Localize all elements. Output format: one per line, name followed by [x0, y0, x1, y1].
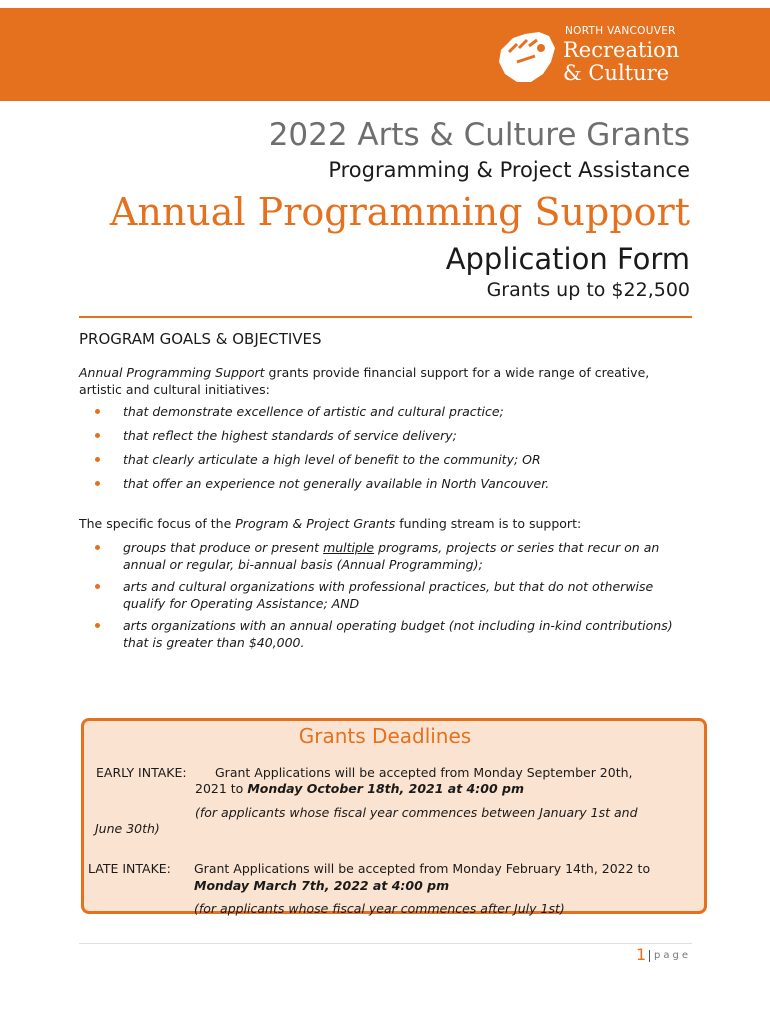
title-divider [79, 316, 692, 318]
bullet-icon [95, 409, 100, 414]
page-label: page [654, 950, 691, 961]
early-deadline: Monday October 18th, 2021 at 4:00 pm [247, 781, 524, 796]
intro-paragraph [79, 364, 691, 398]
logo [495, 24, 705, 94]
top-margin [0, 0, 770, 8]
early-intake-label: EARLY INTAKE: [96, 765, 187, 780]
list-item: arts organizations with an annual operating budget (not including in-kind contributions) that is greater than $40,000. [95, 617, 695, 651]
late-intake-text: Grant Applications will be accepted from Monday February 14th, 2022 to [194, 861, 651, 876]
header-banner [0, 8, 770, 101]
early-intake-dates: 2021 to Monday October 18th, 2021 at 4:00 pm [195, 781, 524, 796]
intro-italic: Annual Programming Support [79, 365, 265, 380]
deadlines-title: Grants Deadlines [298, 724, 472, 748]
grant-amount: Grants up to $22,500 [486, 279, 690, 301]
list-item: arts and cultural organizations with professional practices, but that do not otherwise qualify for Operating Assistance; AND [95, 578, 695, 612]
bullet-icon [95, 457, 100, 462]
early-intake-note: (for applicants whose fiscal year commences between January 1st and [195, 805, 638, 820]
list-item: that clearly articulate a high level of benefit to the community; OR [95, 451, 695, 468]
logo-small-text: NORTH VANCOUVER [565, 25, 676, 37]
form-title: Application Form [445, 242, 690, 276]
focus-list [95, 539, 695, 656]
bullet-icon [95, 481, 100, 486]
document-subtitle: Programming & Project Assistance [328, 158, 690, 182]
bullet-icon [95, 623, 100, 628]
section-heading: PROGRAM GOALS & OBJECTIVES [79, 330, 322, 348]
list-item: groups that produce or present multiple programs, projects or series that recur on an annual or regular, bi-annual basis (Annual Programming); [95, 539, 695, 573]
bullet-icon [95, 584, 100, 589]
goals-list [95, 403, 695, 499]
program-title: Annual Programming Support [109, 190, 690, 234]
early-intake-note-end: June 30th) [95, 821, 160, 836]
intro-text: grants provide financial support for a wide range of creative, artistic and cultural initiatives: [79, 365, 650, 397]
logo-line-2: & Culture [563, 61, 670, 85]
hand-icon [495, 28, 557, 84]
footer-divider [79, 943, 692, 944]
late-intake-label: LATE INTAKE: [88, 861, 171, 876]
list-item: that reflect the highest standards of service delivery; [95, 427, 695, 444]
late-intake-note: (for applicants whose fiscal year commences after July 1st) [194, 901, 565, 916]
late-deadline: Monday March 7th, 2022 at 4:00 pm [194, 878, 450, 893]
bullet-icon [95, 433, 100, 438]
early-intake-text: Grant Applications will be accepted from Monday September 20th, [215, 765, 633, 780]
list-item: that offer an experience not generally available in North Vancouver. [95, 475, 695, 492]
focus-paragraph: The specific focus of the Program & Project Grants funding stream is to support: [79, 516, 582, 531]
document-title: 2022 Arts & Culture Grants [268, 117, 690, 153]
logo-line-1: Recreation [563, 38, 680, 62]
bullet-icon [95, 545, 100, 550]
page-separator [649, 950, 650, 962]
page-number: 1 [636, 945, 647, 964]
list-item: that demonstrate excellence of artistic and cultural practice; [95, 403, 695, 420]
